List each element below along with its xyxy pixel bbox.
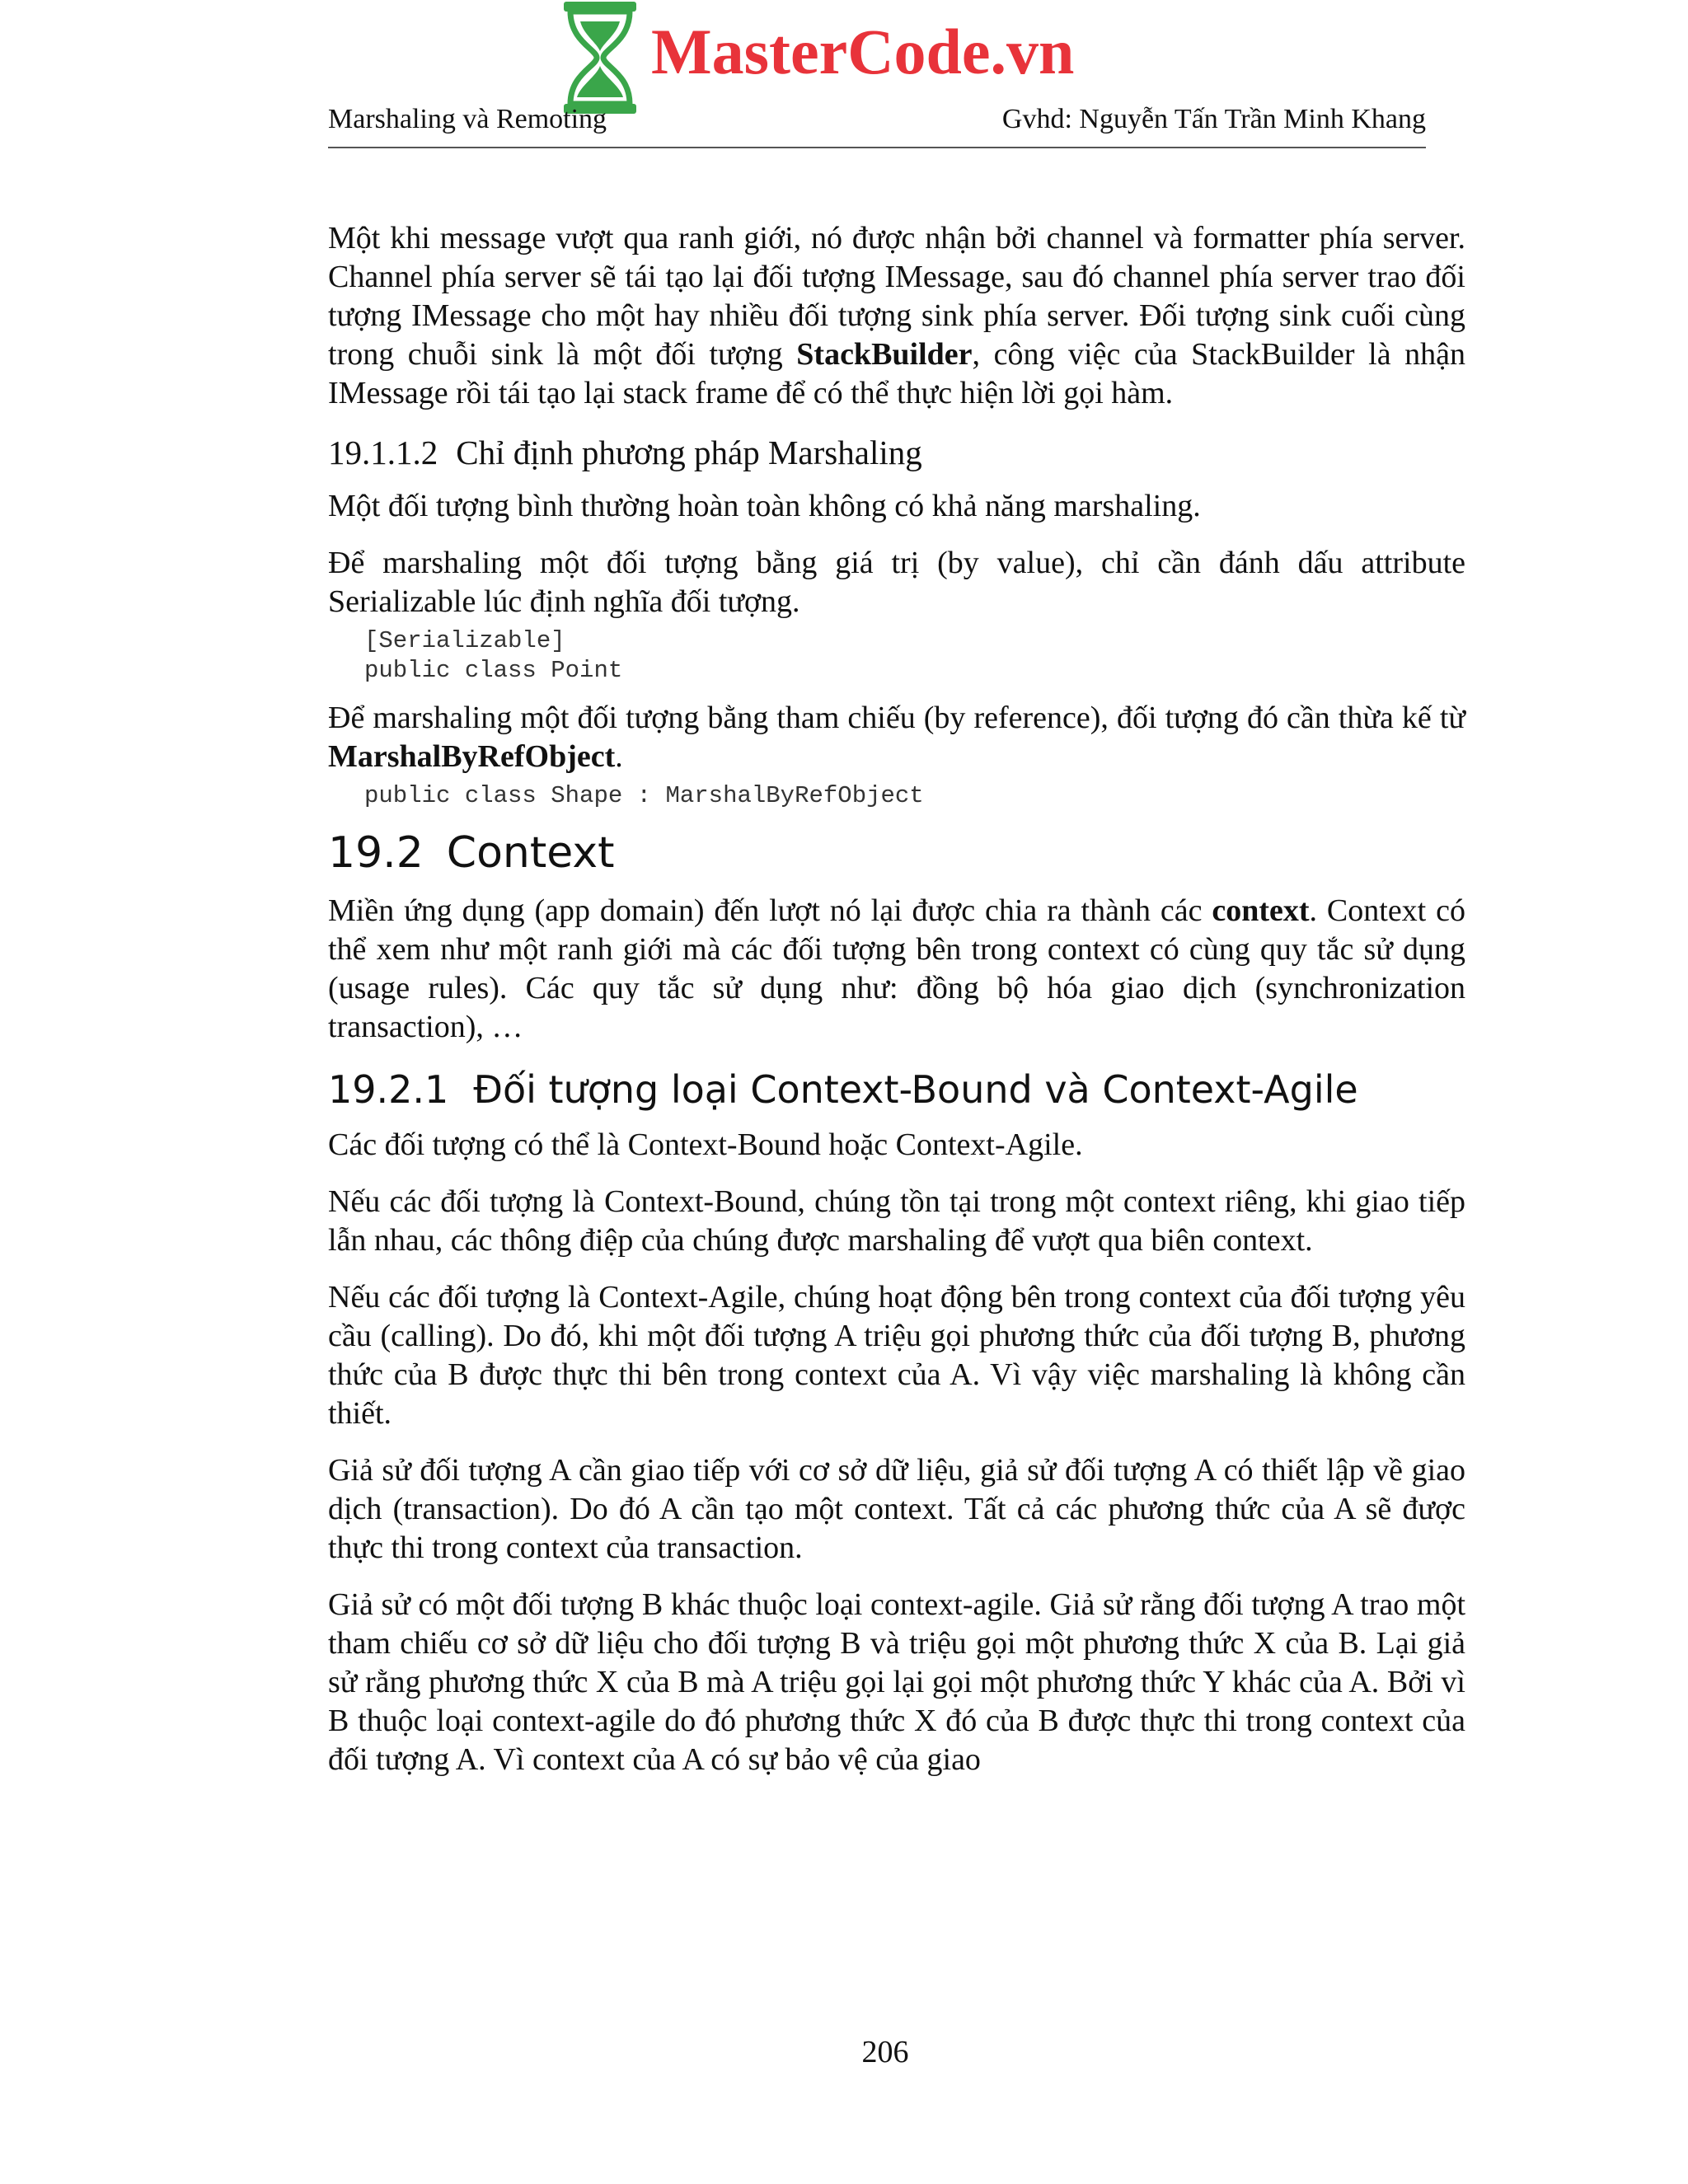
heading-19-2-1: 19.2.1 Đối tượng loại Context-Bound và Context-Agile xyxy=(328,1067,1358,1112)
paragraph-message-server: Một khi message vượt qua ranh giới, nó được nhận bởi channel và formatter phía server. Channel phía server sẽ tái tạo lại đối tượng IMessage, sau đó channel phía server trao đối tượng IMessage cho một hay nhiều đối tượng sink phía server. Đối tượng sink cuối cùng trong chuỗi sink là một đối tượng StackBuilder, công việc của StackBuilder là nhận IMessage rồi tái tạo lại stack frame để có thể thực hiện lời gọi hàm. xyxy=(328,221,1465,410)
paragraph-context-intro: Miền ứng dụng (app domain) đến lượt nó lại được chia ra thành các context. Context có thể xem như một ranh giới mà các đối tượng bên trong context có cùng quy tắc sử dụng (usage rules). Các quy tắc sử dụng như: đồng bộ hóa giao dịch (synchronization transaction), … xyxy=(328,893,1465,1044)
main-content xyxy=(328,219,1465,1797)
paragraph-object-b: Giả sử có một đối tượng B khác thuộc loại context-agile. Giả sử rằng đối tượng A trao một tham chiếu cơ sở dữ liệu cho đối tượng B và triệu gọi một phương thức X của B. Lại giả sử rằng phương thức X của B mà A triệu gọi lại gọi một phương thức Y khác của A. Bởi vì B thuộc loại context-agile do đó phương thức X đó của B được thực thi trong context của đối tượng A. Vì context của A có sự bảo vệ của giao xyxy=(328,1587,1465,1777)
mastercode-logo xyxy=(559,0,1136,115)
code-block-marshalbyref: public class Shape : MarshalByRefObject xyxy=(364,782,924,809)
paragraph-normal-object: Một đối tượng bình thường hoàn toàn không có khả năng marshaling. xyxy=(328,489,1201,523)
heading-19-1-1-2: 19.1.1.2 Chỉ định phương pháp Marshaling xyxy=(328,434,922,471)
bold-term: context xyxy=(1212,893,1310,928)
paragraph-by-value: Để marshaling một đối tượng bằng giá trị (by value), chỉ cần đánh dấu attribute Serializable lúc định nghĩa đối tượng. xyxy=(328,546,1465,619)
paragraph-bound-or-agile: Các đối tượng có thể là Context-Bound hoặc Context-Agile. xyxy=(328,1127,1083,1162)
hourglass-icon xyxy=(559,0,641,115)
header-instructor: Gvhd: Nguyễn Tấn Trần Minh Khang xyxy=(1001,104,1426,134)
code-block-serializable: [Serializable] public class Point xyxy=(364,627,623,684)
paragraph-context-bound: Nếu các đối tượng là Context-Bound, chúng tồn tại trong một context riêng, khi giao tiếp lẫn nhau, các thông điệp của chúng được marshaling để vượt qua biên context. xyxy=(328,1184,1465,1258)
paragraph-by-reference: Để marshaling một đối tượng bằng tham chiếu (by reference), đối tượng đó cần thừa kế từ MarshalByRefObject. xyxy=(328,701,1465,774)
page-number: 206 xyxy=(861,2035,909,2069)
bold-term: StackBuilder xyxy=(796,337,973,372)
header-document-title: Marshaling và Remoting xyxy=(328,104,607,134)
paragraph-context-agile: Nếu các đối tượng là Context-Agile, chúng hoạt động bên trong context của đối tượng yêu cầu (calling). Do đó, khi một đối tượng A triệu gọi phương thức của đối tượng B, phương thức của B được thực thi bên trong context của A. Vì vậy việc marshaling là không cần thiết. xyxy=(328,1280,1465,1431)
heading-19-2: 19.2 Context xyxy=(328,828,615,878)
logo-text: MasterCode.vn xyxy=(651,16,1075,87)
bold-term: MarshalByRefObject xyxy=(328,739,616,774)
paragraph-transaction: Giả sử đối tượng A cần giao tiếp với cơ sở dữ liệu, giả sử đối tượng A có thiết lập về giao dịch (transaction). Do đó A cần tạo một context. Tất cả các phương thức của A sẽ được thực thi trong context của transaction. xyxy=(328,1453,1465,1565)
header-divider xyxy=(328,147,1426,148)
